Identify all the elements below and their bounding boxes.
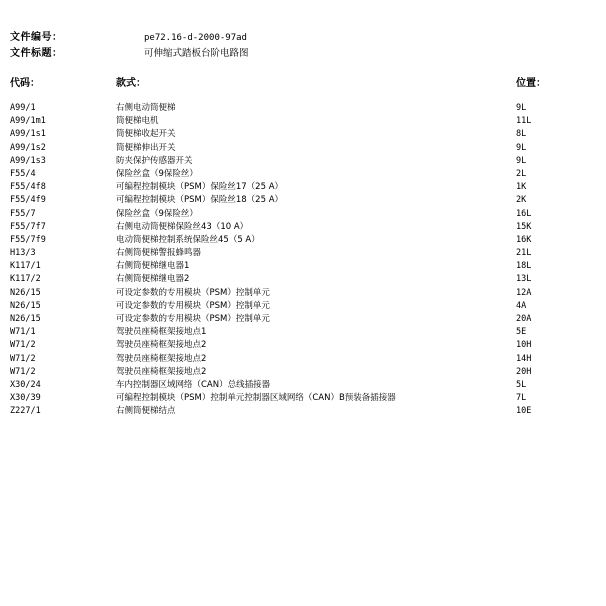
component-table	[10, 102, 600, 419]
table-row	[10, 326, 600, 339]
row-pos: 7L	[516, 393, 527, 404]
row-code: F55/7f9	[10, 234, 46, 245]
doc-title-row	[10, 46, 600, 62]
row-code: F55/7	[10, 208, 36, 219]
row-pos: 11L	[516, 116, 532, 127]
table-row	[10, 221, 600, 234]
row-pos: 10E	[516, 406, 532, 417]
row-desc: 右侧筒便梯继电器1	[116, 261, 190, 272]
table-row	[10, 102, 600, 115]
document	[10, 30, 600, 419]
row-code: H13/3	[10, 248, 36, 259]
row-pos: 2K	[516, 195, 527, 206]
doc-title-label: 文件标题：	[10, 48, 63, 59]
table-row	[10, 339, 600, 352]
row-pos: 1K	[516, 182, 527, 193]
column-header-pos: 位置：	[516, 78, 546, 89]
row-pos: 9L	[516, 103, 527, 113]
row-pos: 5E	[516, 327, 527, 338]
row-code: A99/1s1	[10, 129, 46, 140]
row-desc: 可编程控制模块（PSM）保险丝18（25 A）	[116, 195, 284, 206]
table-row	[10, 234, 600, 247]
table-row	[10, 181, 600, 194]
table-row	[10, 379, 600, 392]
row-code: F55/4f9	[10, 195, 46, 206]
row-desc: 车内控制器区域网络（CAN）总线插接器	[116, 379, 271, 390]
table-row	[10, 142, 600, 155]
table-row	[10, 168, 600, 181]
row-desc: 筒便梯收起开关	[116, 129, 176, 140]
row-desc: 筒便梯电机	[116, 116, 159, 127]
row-desc: 右侧筒便梯继电器2	[116, 274, 190, 285]
row-pos: 16K	[516, 234, 532, 245]
row-code: N26/15	[10, 314, 41, 324]
doc-number-label: 文件编号：	[10, 32, 63, 43]
row-desc: 驾驶员座椅框架接地点1	[116, 327, 207, 338]
row-code: Z227/1	[10, 406, 41, 417]
table-row	[10, 392, 600, 405]
row-pos: 9L	[516, 142, 527, 153]
row-code: X30/39	[10, 393, 41, 404]
row-pos: 16L	[516, 208, 532, 219]
row-desc: 可编程控制模块（PSM）控制单元控制器区域网络（CAN）B预装备插接器	[116, 393, 396, 404]
row-desc: 右侧筒便梯警报蜂鸣器	[116, 248, 202, 259]
row-pos: 10H	[516, 340, 532, 351]
table-header	[10, 76, 600, 92]
doc-title-value: 可伸缩式踏板台阶电路图	[144, 48, 249, 59]
row-code: W71/2	[10, 340, 36, 351]
row-pos: 2L	[516, 168, 527, 179]
row-pos: 12A	[516, 287, 532, 298]
row-desc: 电动筒便梯控制系统保险丝45（5 A）	[116, 234, 260, 245]
row-pos: 20H	[516, 366, 532, 377]
row-desc: 右侧电动筒便梯	[116, 103, 176, 113]
row-code: A99/1s3	[10, 155, 46, 166]
row-desc: 驾驶员座椅框架接地点2	[116, 366, 207, 377]
row-code: A99/1m1	[10, 116, 46, 127]
row-pos: 18L	[516, 261, 532, 272]
table-row	[10, 115, 600, 128]
row-code: A99/1s2	[10, 142, 46, 153]
row-code: K117/2	[10, 274, 41, 285]
table-row	[10, 128, 600, 141]
row-code: X30/24	[10, 379, 41, 390]
row-pos: 8L	[516, 129, 527, 140]
table-row	[10, 247, 600, 260]
table-row	[10, 366, 600, 379]
row-code: W71/2	[10, 353, 36, 364]
row-desc: 可编程控制模块（PSM）保险丝17（25 A）	[116, 182, 284, 193]
doc-number-row	[10, 30, 600, 46]
table-row	[10, 208, 600, 221]
row-pos: 15K	[516, 221, 532, 232]
row-desc: 右侧电动筒便梯保险丝43（10 A）	[116, 221, 249, 232]
row-desc: 驾驶员座椅框架接地点2	[116, 340, 207, 351]
row-pos: 20A	[516, 314, 532, 324]
row-desc: 防夹保护传感器开关	[116, 155, 193, 166]
row-desc: 可设定参数的专用模块（PSM）控制单元	[116, 314, 270, 324]
row-code: W71/1	[10, 327, 36, 338]
row-code: A99/1	[10, 103, 36, 113]
table-row	[10, 405, 600, 418]
table-row	[10, 155, 600, 168]
row-pos: 21L	[516, 248, 532, 259]
column-header-code: 代码：	[10, 78, 40, 89]
table-row	[10, 300, 600, 313]
row-desc: 可设定参数的专用模块（PSM）控制单元	[116, 300, 270, 311]
table-row	[10, 287, 600, 300]
row-pos: 9L	[516, 155, 527, 166]
row-code: N26/15	[10, 300, 41, 311]
row-code: K117/1	[10, 261, 41, 272]
row-code: N26/15	[10, 287, 41, 298]
row-pos: 13L	[516, 274, 532, 285]
row-code: W71/2	[10, 366, 36, 377]
table-row	[10, 194, 600, 207]
row-pos: 5L	[516, 379, 527, 390]
table-row	[10, 313, 600, 326]
doc-number-value: pe72.16-d-2000-97ad	[144, 33, 247, 43]
row-desc: 保险丝盒（9保险丝）	[116, 168, 198, 179]
row-desc: 可设定参数的专用模块（PSM）控制单元	[116, 287, 270, 298]
row-code: F55/4	[10, 168, 36, 179]
row-desc: 右侧筒便梯结点	[116, 406, 176, 417]
table-row	[10, 353, 600, 366]
row-pos: 14H	[516, 353, 532, 364]
row-desc: 驾驶员座椅框架接地点2	[116, 353, 207, 364]
row-pos: 4A	[516, 300, 527, 311]
row-code: F55/4f8	[10, 182, 46, 193]
row-code: F55/7f7	[10, 221, 46, 232]
table-row	[10, 273, 600, 286]
row-desc: 筒便梯伸出开关	[116, 142, 176, 153]
table-row	[10, 260, 600, 273]
column-header-desc: 款式：	[116, 78, 146, 89]
row-desc: 保险丝盒（9保险丝）	[116, 208, 198, 219]
